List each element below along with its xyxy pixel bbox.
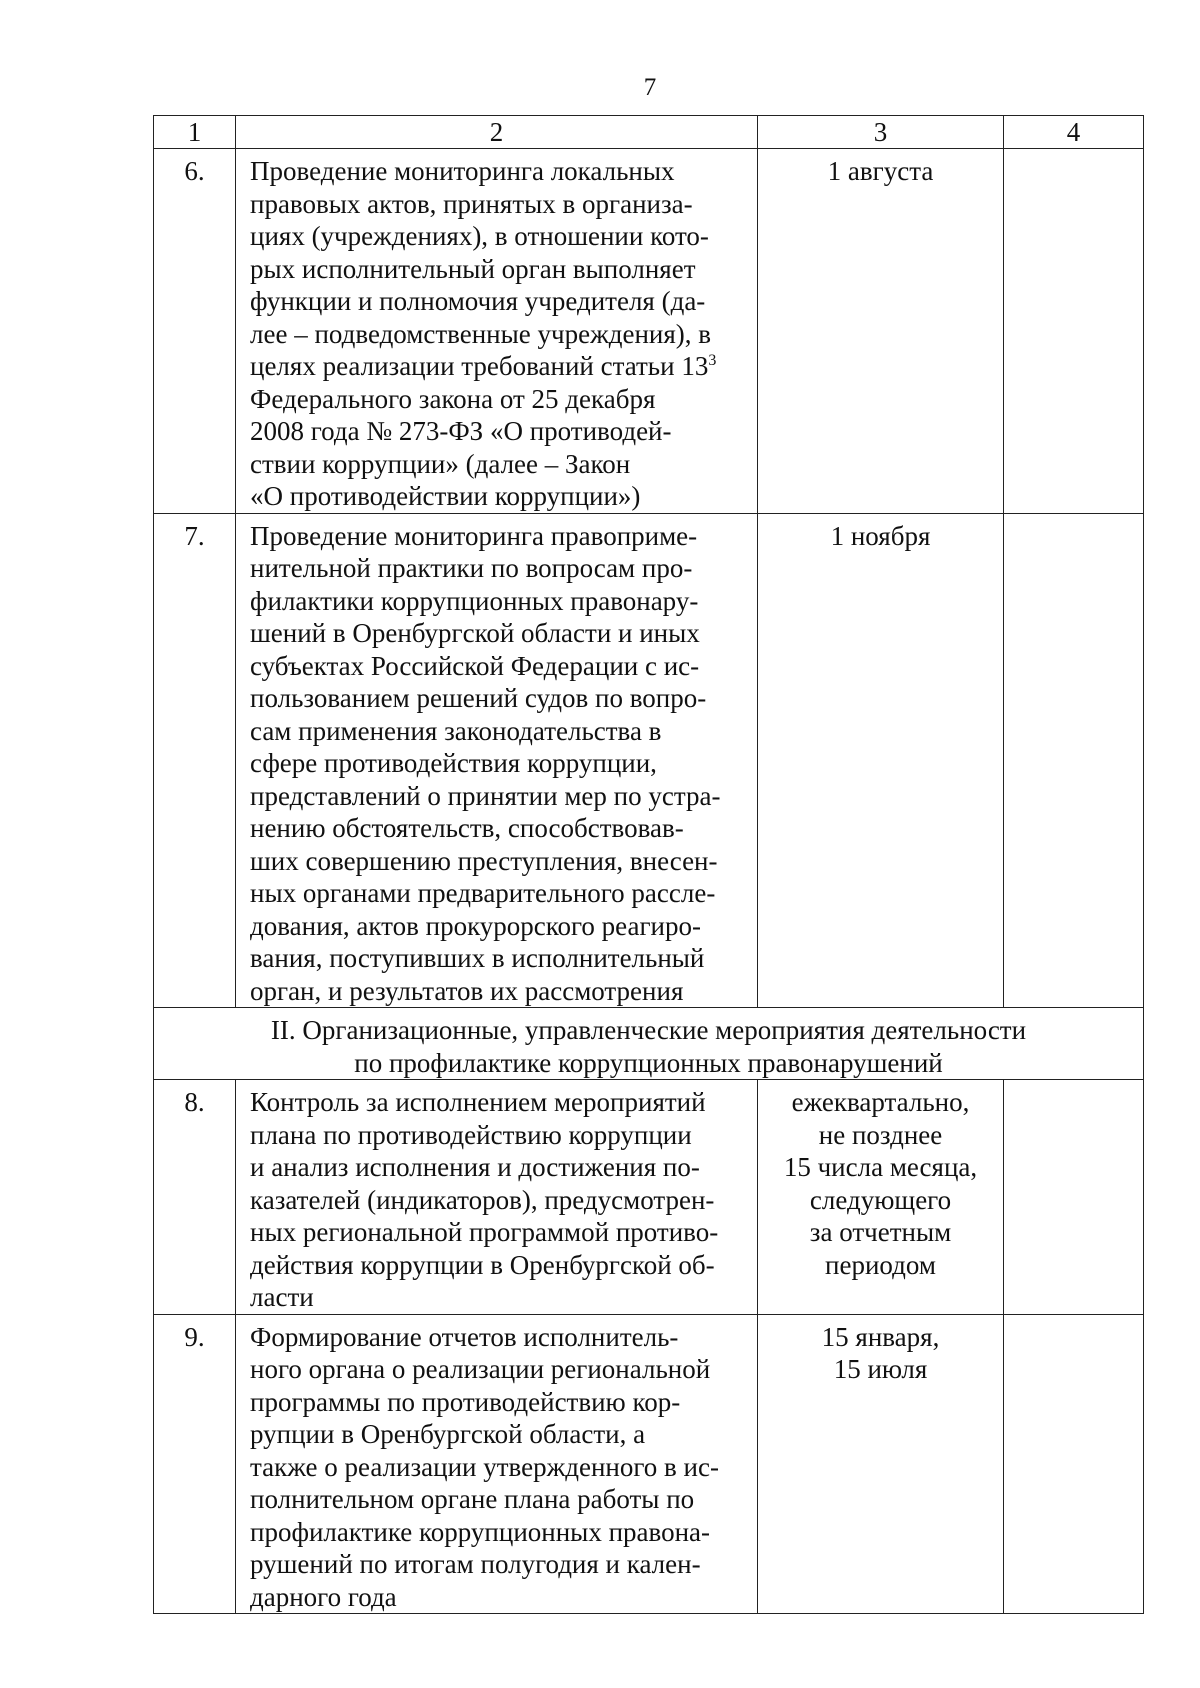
section-title-line: по профилактике коррупционных правонарушений: [354, 1047, 943, 1078]
table-row: [154, 149, 1144, 514]
text-line: ных органами предварительного рассле-: [250, 878, 716, 908]
text-line: Формирование отчетов исполнитель-: [250, 1321, 679, 1352]
text-line: циях (учреждениях), в отношении кото-: [250, 221, 709, 251]
measure-description: [236, 1080, 758, 1315]
term-line: 15 января,: [821, 1321, 940, 1352]
text-line: ствии коррупции» (далее – Закон: [250, 448, 631, 479]
text-line-main: целях реализации требований статьи 13: [250, 351, 709, 381]
text-line: сфере противодействия коррупции,: [250, 748, 657, 778]
text-line: плана по противодействию коррупции: [250, 1119, 692, 1150]
execution-term: [758, 1080, 1004, 1315]
term-line: 15 числа месяца,: [783, 1152, 978, 1182]
text-line: лее – подведомственные учреждения), в: [250, 318, 712, 349]
table-row: [154, 1080, 1144, 1315]
text-line: программы по противодействию кор-: [250, 1386, 681, 1417]
text-line: действия коррупции в Оренбургской об-: [250, 1249, 715, 1280]
row-number: 9.: [154, 1314, 236, 1614]
text-line: орган, и результатов их рассмотрения: [250, 975, 684, 1006]
row-number: 6.: [154, 149, 236, 514]
text-line: ласти: [250, 1282, 314, 1312]
text-line: дования, актов прокурорского реагиро-: [250, 910, 701, 941]
text-line: «О противодействии коррупции»): [250, 481, 641, 511]
text-line: шений в Оренбургской области и иных: [250, 618, 700, 648]
execution-term: [758, 149, 1004, 514]
text-line: рупции в Оренбургской области, а: [250, 1419, 646, 1449]
term-line: не позднее: [818, 1119, 943, 1150]
measure-description: [236, 149, 758, 514]
text-line: нению обстоятельств, способствовав-: [250, 813, 684, 843]
text-line: ных региональной программой противо-: [250, 1217, 719, 1247]
text-line: ших совершению преступления, внесен-: [250, 845, 718, 876]
term-line: ежеквартально,: [791, 1087, 970, 1117]
text-line: рушений по итогам полугодия и кален-: [250, 1549, 701, 1579]
text-line: вания, поступивших в исполнительный: [250, 943, 705, 973]
section-title-line: II. Организационные, управленческие мероприятия деятельности: [270, 1015, 1027, 1045]
responsible-cell: [1004, 1080, 1144, 1315]
column-number-4: 4: [1004, 116, 1144, 149]
text-line: также о реализации утвержденного в ис-: [250, 1451, 719, 1482]
column-number-2: 2: [236, 116, 758, 149]
execution-term: [758, 513, 1004, 1008]
text-line: правовых актов, принятых в организа-: [250, 188, 693, 219]
text-line: Контроль за исполнением мероприятий: [250, 1087, 706, 1117]
row-number: 7.: [154, 513, 236, 1008]
text-line: пользованием решений судов по вопро-: [250, 683, 707, 713]
column-number-3: 3: [758, 116, 1004, 149]
text-line: профилактике коррупционных правона-: [250, 1516, 710, 1547]
term-line: за отчетным: [809, 1217, 952, 1247]
text-line: нительной практики по вопросам про-: [250, 553, 693, 583]
text-line: функции и полномочия учредителя (да-: [250, 286, 706, 316]
text-line: казателей (индикаторов), предусмотрен-: [250, 1184, 715, 1215]
text-line: 2008 года № 273-ФЗ «О противодей-: [250, 416, 672, 446]
section-title: [154, 1008, 1144, 1080]
text-line: и анализ исполнения и достижения по-: [250, 1152, 700, 1182]
text-line: полнительном органе плана работы по: [250, 1484, 695, 1514]
term-line: 15 июля: [833, 1354, 928, 1384]
text-line: дарного года: [250, 1581, 397, 1612]
responsible-cell: [1004, 149, 1144, 514]
measures-table: [153, 115, 1144, 1614]
text-line: Проведение мониторинга правоприме-: [250, 520, 698, 551]
term-line: 1 августа: [827, 156, 934, 186]
execution-term: [758, 1314, 1004, 1614]
text-line: сам применения законодательства в: [250, 715, 662, 746]
responsible-cell: [1004, 513, 1144, 1008]
table-row: [154, 1314, 1144, 1614]
term-line: следующего: [809, 1184, 952, 1215]
text-line: ного органа о реализации региональной: [250, 1354, 711, 1384]
text-line: Федерального закона от 25 декабря: [250, 383, 656, 414]
text-line: филактики коррупционных правонару-: [250, 585, 699, 616]
text-line: представлений о принятии мер по устра-: [250, 780, 721, 811]
text-line: рых исполнительный орган выполняет: [250, 253, 696, 284]
text-line: Проведение мониторинга локальных: [250, 156, 675, 186]
responsible-cell: [1004, 1314, 1144, 1614]
article-superscript: 3: [708, 352, 717, 369]
page-number: 7: [643, 74, 657, 101]
measure-description: [236, 1314, 758, 1614]
term-line: 1 ноября: [830, 520, 931, 551]
text-line: [250, 350, 751, 383]
row-number: 8.: [154, 1080, 236, 1315]
text-line: субъектах Российской Федерации с ис-: [250, 650, 700, 681]
table-header-row: [154, 116, 1144, 149]
section-row: [154, 1008, 1144, 1080]
column-number-1: 1: [154, 116, 236, 149]
term-line: периодом: [825, 1249, 936, 1280]
measure-description: [236, 513, 758, 1008]
table-row: [154, 513, 1144, 1008]
